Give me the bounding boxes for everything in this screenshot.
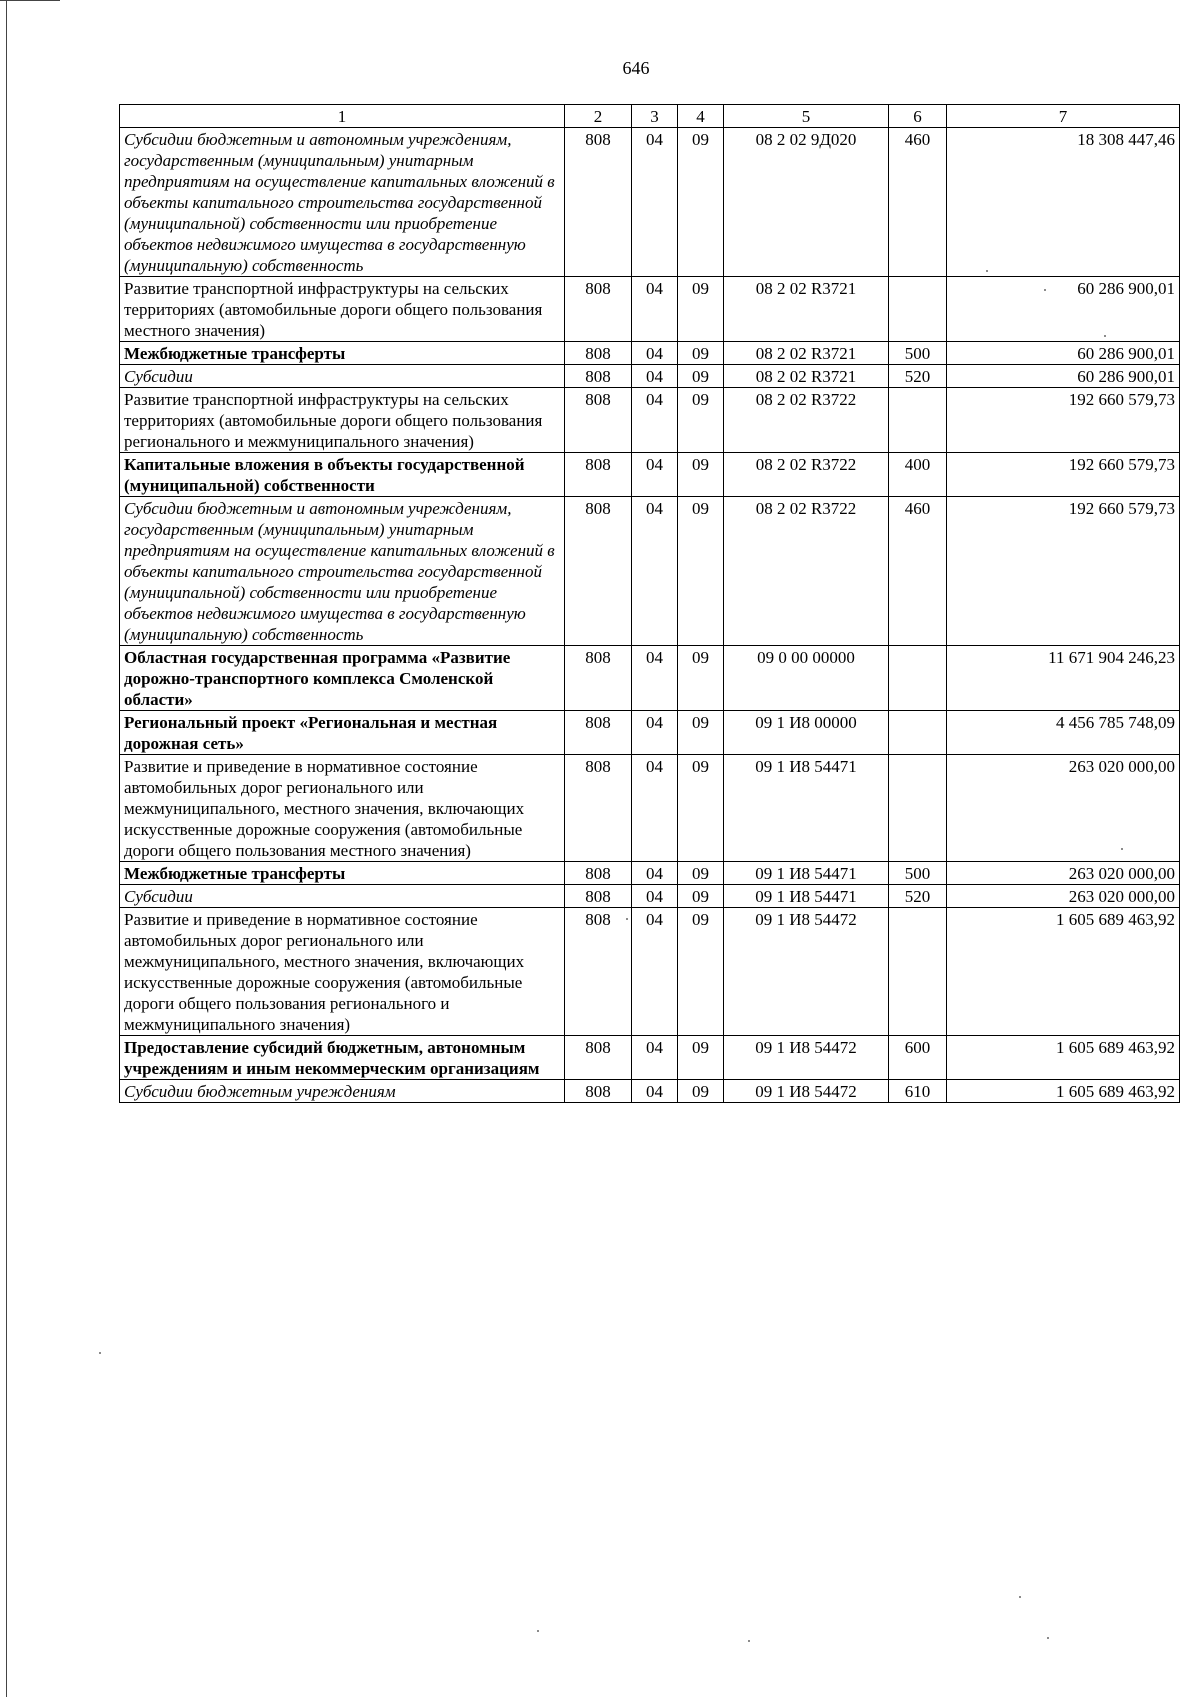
table-row (120, 711, 1180, 755)
row-amount: 1 605 689 463,92 (947, 1036, 1180, 1080)
scan-speck (748, 1640, 750, 1642)
table-row (120, 453, 1180, 497)
table-row (120, 862, 1180, 885)
row-target-article: 09 1 И8 54471 (724, 755, 889, 862)
row-section-code: 04 (632, 862, 678, 885)
row-ministry-code: 808 (565, 453, 632, 497)
row-amount: 11 671 904 246,23 (947, 646, 1180, 711)
header-cell-5: 5 (724, 105, 889, 128)
scan-speck (626, 918, 628, 920)
row-ministry-code: 808 (565, 711, 632, 755)
row-target-article: 08 2 02 R3722 (724, 388, 889, 453)
scan-speck (986, 270, 988, 272)
row-ministry-code: 808 (565, 497, 632, 646)
row-expense-type (889, 646, 947, 711)
row-expense-type: 460 (889, 128, 947, 277)
table-row (120, 365, 1180, 388)
row-description: Субсидии бюджетным учреждениям (120, 1080, 565, 1103)
row-section-code: 04 (632, 388, 678, 453)
row-amount: 18 308 447,46 (947, 128, 1180, 277)
row-amount: 192 660 579,73 (947, 388, 1180, 453)
row-description: Развитие транспортной инфраструктуры на сельских территориях (автомобильные дороги общего пользования регионального и межмуниципального значения) (120, 388, 565, 453)
table-row (120, 342, 1180, 365)
row-expense-type: 600 (889, 1036, 947, 1080)
row-amount: 192 660 579,73 (947, 497, 1180, 646)
table-row (120, 497, 1180, 646)
table-row (120, 885, 1180, 908)
row-ministry-code: 808 (565, 1080, 632, 1103)
table-row (120, 277, 1180, 342)
row-section-code: 04 (632, 885, 678, 908)
row-subsection-code: 09 (678, 755, 724, 862)
row-amount: 263 020 000,00 (947, 862, 1180, 885)
row-ministry-code: 808 (565, 128, 632, 277)
row-subsection-code: 09 (678, 128, 724, 277)
row-section-code: 04 (632, 1036, 678, 1080)
table-row (120, 128, 1180, 277)
row-section-code: 04 (632, 342, 678, 365)
row-description: Развитие и приведение в нормативное состояние автомобильных дорог регионального или межмуниципального, местного значения, включающих искусственные дорожные сооружения (автомобильные дороги общего пользования местного значения) (120, 755, 565, 862)
row-subsection-code: 09 (678, 711, 724, 755)
row-section-code: 04 (632, 365, 678, 388)
row-target-article: 08 2 02 R3721 (724, 277, 889, 342)
budget-table (119, 104, 1180, 1103)
row-amount: 192 660 579,73 (947, 453, 1180, 497)
scan-speck (537, 1630, 539, 1632)
row-section-code: 04 (632, 908, 678, 1036)
row-target-article: 08 2 02 R3721 (724, 365, 889, 388)
row-description: Межбюджетные трансферты (120, 342, 565, 365)
row-target-article: 09 1 И8 54471 (724, 862, 889, 885)
row-subsection-code: 09 (678, 342, 724, 365)
row-description: Субсидии (120, 365, 565, 388)
header-cell-2: 2 (565, 105, 632, 128)
header-cell-3: 3 (632, 105, 678, 128)
row-ministry-code: 808 (565, 342, 632, 365)
header-cell-4: 4 (678, 105, 724, 128)
row-description: Предоставление субсидий бюджетным, автономным учреждениям и иным некоммерческим организациям (120, 1036, 565, 1080)
row-description: Капитальные вложения в объекты государственной (муниципальной) собственности (120, 453, 565, 497)
row-target-article: 09 1 И8 00000 (724, 711, 889, 755)
scan-speck (1104, 335, 1106, 337)
table-row (120, 646, 1180, 711)
row-description: Развитие транспортной инфраструктуры на сельских территориях (автомобильные дороги общего пользования местного значения) (120, 277, 565, 342)
table-body (120, 105, 1180, 1103)
row-ministry-code: 808 (565, 388, 632, 453)
row-section-code: 04 (632, 497, 678, 646)
row-amount: 4 456 785 748,09 (947, 711, 1180, 755)
table-row (120, 1080, 1180, 1103)
row-target-article: 09 1 И8 54472 (724, 1080, 889, 1103)
header-row (120, 105, 1180, 128)
row-subsection-code: 09 (678, 862, 724, 885)
row-subsection-code: 09 (678, 497, 724, 646)
row-description: Субсидии (120, 885, 565, 908)
row-target-article: 09 1 И8 54472 (724, 908, 889, 1036)
row-target-article: 08 2 02 9Д020 (724, 128, 889, 277)
row-subsection-code: 09 (678, 365, 724, 388)
row-expense-type: 610 (889, 1080, 947, 1103)
row-section-code: 04 (632, 646, 678, 711)
row-expense-type: 460 (889, 497, 947, 646)
row-subsection-code: 09 (678, 277, 724, 342)
row-target-article: 09 1 И8 54472 (724, 1036, 889, 1080)
header-cell-7: 7 (947, 105, 1180, 128)
row-ministry-code: 808 (565, 1036, 632, 1080)
row-amount: 263 020 000,00 (947, 885, 1180, 908)
scan-edge-left (6, 0, 7, 1697)
row-description: Субсидии бюджетным и автономным учреждениям, государственным (муниципальным) унитарным предприятиям на осуществление капитальных вложений в объекты капитального строительства государственной (муниципальной) собственности или приобретение объектов недвижимого имущества в государственную (муниципальную) собственность (120, 128, 565, 277)
row-subsection-code: 09 (678, 885, 724, 908)
header-cell-1: 1 (120, 105, 565, 128)
row-description: Межбюджетные трансферты (120, 862, 565, 885)
page-number: 646 (622, 58, 650, 78)
row-section-code: 04 (632, 277, 678, 342)
row-description: Областная государственная программа «Развитие дорожно-транспортного комплекса Смоленской области» (120, 646, 565, 711)
row-target-article: 09 0 00 00000 (724, 646, 889, 711)
table-row (120, 755, 1180, 862)
row-ministry-code: 808 (565, 755, 632, 862)
row-description: Региональный проект «Региональная и местная дорожная сеть» (120, 711, 565, 755)
row-expense-type (889, 755, 947, 862)
row-expense-type (889, 711, 947, 755)
scan-speck (1019, 1596, 1021, 1598)
row-expense-type: 500 (889, 862, 947, 885)
row-amount: 263 020 000,00 (947, 755, 1180, 862)
row-ministry-code: 808 (565, 646, 632, 711)
row-section-code: 04 (632, 1080, 678, 1103)
row-description: Развитие и приведение в нормативное состояние автомобильных дорог регионального или межмуниципального, местного значения, включающих искусственные дорожные сооружения (автомобильные дороги общего пользования регионального и межмуниципального значения) (120, 908, 565, 1036)
row-ministry-code: 808 (565, 862, 632, 885)
table-row (120, 1036, 1180, 1080)
row-target-article: 09 1 И8 54471 (724, 885, 889, 908)
scan-speck (1044, 289, 1046, 291)
row-section-code: 04 (632, 453, 678, 497)
row-subsection-code: 09 (678, 1036, 724, 1080)
row-description: Субсидии бюджетным и автономным учреждениям, государственным (муниципальным) унитарным предприятиям на осуществление капитальных вложений в объекты капитального строительства государственной (муниципальной) собственности или приобретение объектов недвижимого имущества в государственную (муниципальную) собственность (120, 497, 565, 646)
scan-speck (1121, 848, 1123, 850)
row-expense-type: 520 (889, 365, 947, 388)
row-expense-type: 520 (889, 885, 947, 908)
row-ministry-code: 808 (565, 277, 632, 342)
table-row (120, 908, 1180, 1036)
row-section-code: 04 (632, 755, 678, 862)
row-target-article: 08 2 02 R3721 (724, 342, 889, 365)
row-target-article: 08 2 02 R3722 (724, 497, 889, 646)
row-amount: 60 286 900,01 (947, 277, 1180, 342)
row-ministry-code: 808 (565, 365, 632, 388)
row-amount: 1 605 689 463,92 (947, 1080, 1180, 1103)
row-expense-type (889, 908, 947, 1036)
row-subsection-code: 09 (678, 1080, 724, 1103)
row-section-code: 04 (632, 711, 678, 755)
row-ministry-code: 808 (565, 908, 632, 1036)
row-subsection-code: 09 (678, 908, 724, 1036)
row-subsection-code: 09 (678, 388, 724, 453)
scan-speck (99, 1352, 101, 1354)
header-cell-6: 6 (889, 105, 947, 128)
row-subsection-code: 09 (678, 453, 724, 497)
table-row (120, 388, 1180, 453)
row-section-code: 04 (632, 128, 678, 277)
scan-edge-top (0, 0, 60, 1)
row-expense-type: 400 (889, 453, 947, 497)
row-expense-type (889, 388, 947, 453)
row-subsection-code: 09 (678, 646, 724, 711)
row-amount: 60 286 900,01 (947, 365, 1180, 388)
row-target-article: 08 2 02 R3722 (724, 453, 889, 497)
row-ministry-code: 808 (565, 885, 632, 908)
scan-speck (1047, 1637, 1049, 1639)
row-amount: 60 286 900,01 (947, 342, 1180, 365)
row-amount: 1 605 689 463,92 (947, 908, 1180, 1036)
row-expense-type (889, 277, 947, 342)
row-expense-type: 500 (889, 342, 947, 365)
